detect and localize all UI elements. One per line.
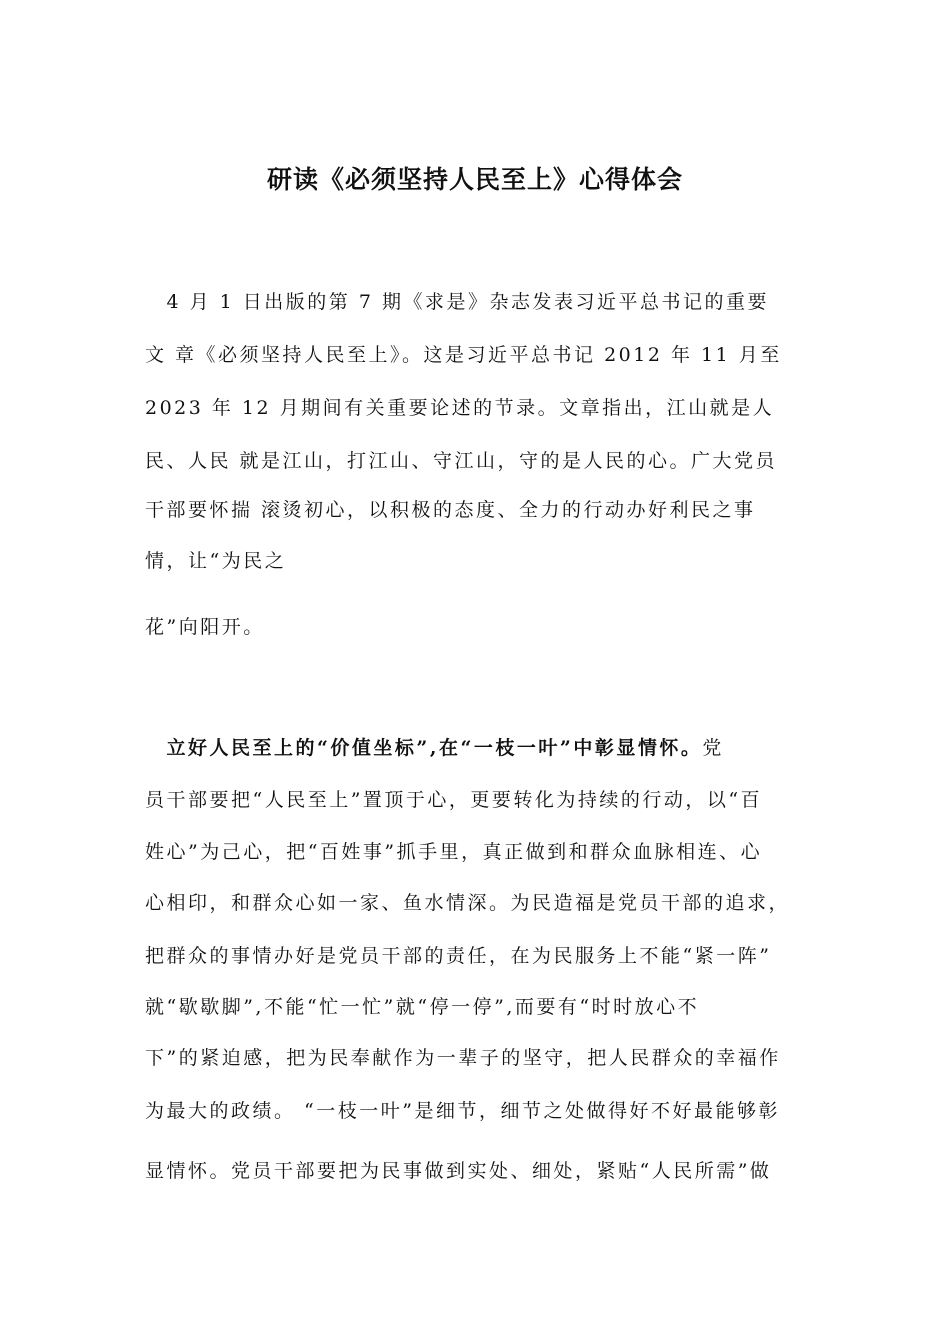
paragraph-1-line-7: 花”向阳开。	[145, 616, 265, 638]
paragraph-1-line-3: 2023 年 12 月期间有关重要论述的节录。文章指出，江山就是人	[145, 397, 775, 419]
paragraph-2-line-2: 员干部要把“人民至上”置顶于心，更要转化为持续的行动，以“百	[145, 789, 763, 811]
paragraph-2-line-9: 显情怀。党员干部要把为民事做到实处、细处，紧贴“人民所需”做	[145, 1160, 772, 1182]
paragraph-2-line-6: 就“歇歇脚”,不能“忙一忙”就“停一停”,而要有“时时放心不	[145, 996, 700, 1018]
paragraph-2-line-8: 为最大的政绩。 “一枝一叶”是细节，细节之处做得好不好最能够彰	[145, 1100, 780, 1122]
paragraph-2-line-5: 把群众的事情办好是党员干部的责任，在为民服务上不能“紧一阵”	[145, 945, 772, 967]
paragraph-2-line-3: 姓心”为己心，把“百姓事”抓手里，真正做到和群众血脉相连、心	[145, 841, 763, 863]
paragraph-2-line-7: 下”的紧迫感，把为民奉献作为一辈子的坚守，把人民群众的幸福作	[145, 1047, 781, 1069]
paragraph-1-line-2: 文 章《必须坚持人民至上》。这是习近平总书记 2012 年 11 月至	[145, 344, 782, 366]
paragraph-1-line-6: 情，让“为民之	[145, 550, 287, 572]
paragraph-2-lead-bold: 立好人民至上的“价值坐标”,在“一枝一叶”中彰显情怀。	[145, 737, 703, 759]
paragraph-1-line-4: 民、人民 就是江山，打江山、守江山，守的是人民的心。广大党员	[145, 450, 778, 472]
paragraph-1-line-5: 干部要怀揣 滚烫初心，以积极的态度、全力的行动办好利民之事	[145, 499, 756, 521]
paragraph-1-line-1: 4 月 1 日出版的第 7 期《求是》杂志发表习近平总书记的重要	[145, 291, 769, 313]
paragraph-2-line-4: 心相印，和群众心如一家、鱼水情深。为民造福是党员干部的追求，	[145, 892, 791, 914]
document-title: 研读《必须坚持人民至上》心得体会	[266, 165, 683, 194]
paragraph-2-lead	[145, 733, 810, 763]
paragraph-2-lead-rest: 党	[702, 737, 724, 759]
